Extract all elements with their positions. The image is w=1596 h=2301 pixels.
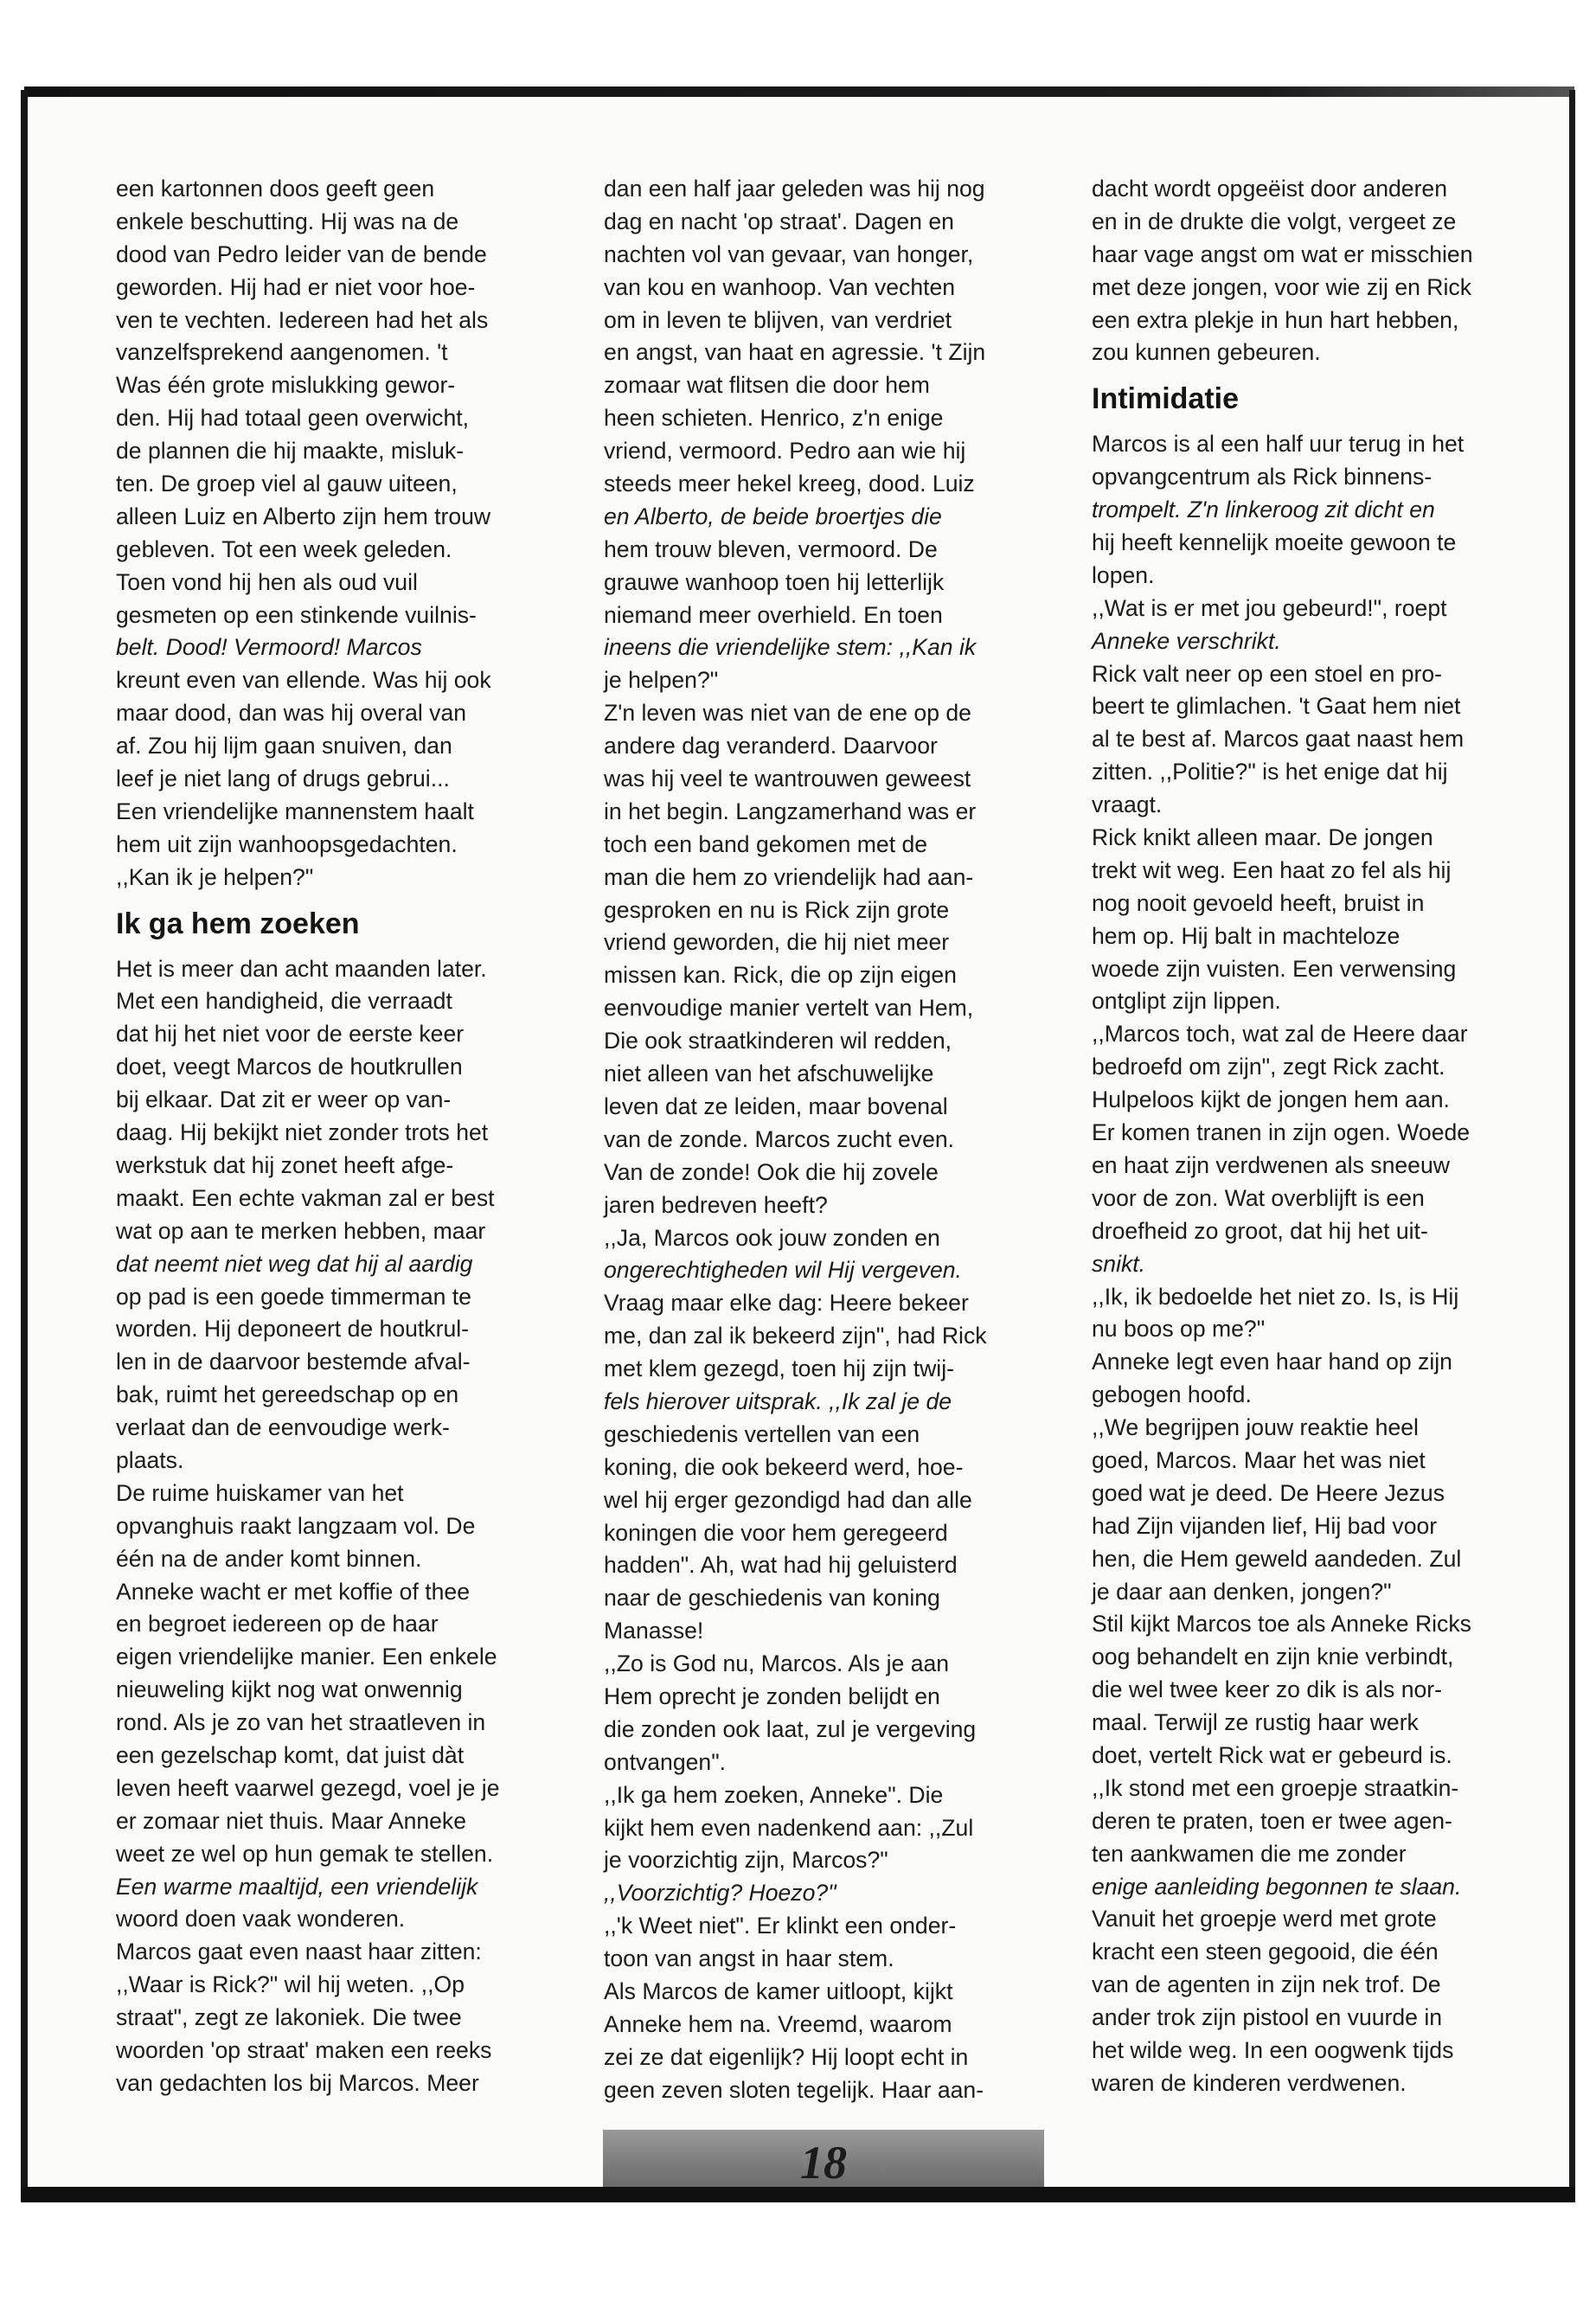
text-line: opvanghuis raakt langzaam vol. De (116, 1512, 476, 1539)
text-line: ,,Waar is Rick?" wil hij weten. ,,Op (116, 1971, 465, 1998)
text-line: de plannen die hij maakte, misluk- (116, 438, 465, 465)
text-line: zei ze dat eigenlijk? Hij loopt echt in (604, 2043, 969, 2070)
text-line: en begroet iedereen op de haar (116, 1611, 439, 1638)
text-line: van kou en wanhoop. Van vechten (604, 273, 956, 300)
section-heading: Intimidatie (1092, 382, 1240, 416)
text-line: op pad is een goede timmerman te (116, 1283, 471, 1310)
text-line: geworden. Hij had er niet voor hoe- (116, 273, 476, 300)
text-line: Rick knikt alleen maar. De jongen (1092, 824, 1433, 851)
text-line: toch een band gekomen met de (604, 830, 928, 857)
text-line: bedroefd om zijn", zegt Rick zacht. (1092, 1054, 1445, 1080)
text-line: kreunt even van ellende. Was hij ook (116, 667, 491, 694)
text-line: en haat zijn verdwenen als sneeuw (1092, 1151, 1450, 1178)
text-line: Anneke wacht er met koffie of thee (116, 1578, 470, 1605)
text-line: woede zijn vuisten. Een verwensing (1092, 955, 1457, 982)
text-line: een extra plekje in hun hart hebben, (1092, 306, 1459, 333)
text-line: Anneke hem na. Vreemd, waarom (604, 2010, 952, 2037)
text-line: het wilde weg. In een oogwenk tijds (1092, 2036, 1454, 2063)
text-line: Als Marcos de kamer uitloopt, kijkt (604, 1977, 953, 2004)
text-line: naar de geschiedenis van koning (604, 1585, 940, 1612)
text-line: dat hij het niet voor de eerste keer (116, 1021, 465, 1048)
text-line: koningen die voor hem geregeerd (604, 1519, 948, 1546)
text-line: haar vage angst om wat er misschien (1092, 240, 1473, 267)
text-line: woorden 'op straat' maken een reeks (116, 2036, 492, 2063)
text-line: koning, die ook bekeerd werd, hoe- (604, 1453, 964, 1480)
text-line: Het is meer dan acht maanden later. (116, 955, 487, 982)
text-line: Was één grote mislukking gewor- (116, 372, 456, 399)
text-line: deren te praten, toen er twee agen- (1092, 1807, 1452, 1834)
text-line: Die ook straatkinderen wil redden, (604, 1028, 952, 1054)
text-line: hem uit zijn wanhoopsgedachten. (116, 830, 458, 857)
text-line: ,,Zo is God nu, Marcos. Als je aan (604, 1650, 950, 1677)
text-line: vraagt. (1092, 792, 1163, 818)
text-line: Vanuit het groepje werd met grote (1092, 1906, 1437, 1932)
text-line: oog behandelt en zijn knie verbindt, (1092, 1644, 1454, 1670)
text-line: woord doen vaak wonderen. (116, 1906, 406, 1932)
text-line: vriend geworden, die hij niet meer (604, 929, 950, 956)
text-line: toon van angst in haar stem. (604, 1945, 894, 1972)
text-line: zitten. ,,Politie?" is het enige dat hij (1092, 759, 1448, 785)
page-border-bottom (21, 2187, 1575, 2202)
text-line: daag. Hij bekijkt niet zonder trots het (116, 1119, 489, 1146)
text-line: dag en nacht 'op straat'. Dagen en (604, 208, 954, 234)
text-line: steeds meer hekel kreeg, dood. Luiz (604, 471, 975, 497)
text-line: ander trok zijn pistool en vuurde in (1092, 2004, 1443, 2031)
text-line: Met een handigheid, die verraadt (116, 988, 452, 1015)
text-line: vanzelfsprekend aangenomen. 't (116, 339, 448, 366)
text-line: ,,We begrijpen jouw reaktie heel (1092, 1414, 1419, 1441)
text-line: doet, vertelt Rick wat er gebeurd is. (1092, 1741, 1452, 1768)
text-line: Rick valt neer op een stoel en pro- (1092, 660, 1443, 687)
text-line: wel hij erger gezondigd had dan alle (604, 1486, 972, 1513)
text-line: bak, ruimt het gereedschap op en (116, 1381, 459, 1408)
text-line: Marcos gaat even naast haar zitten: (116, 1939, 482, 1965)
text-line: en Alberto, de beide broertjes die (604, 503, 942, 529)
text-line: kijkt hem even nadenkend aan: ,,Zul (604, 1814, 974, 1841)
text-line: nieuweling kijkt nog wat onwennig (116, 1676, 463, 1703)
text-line: hem trouw bleven, vermoord. De (604, 535, 938, 562)
text-line: Toen vond hij hen als oud vuil (116, 568, 418, 595)
text-line: werkstuk dat hij zonet heeft afge- (116, 1151, 454, 1178)
text-line: geen zeven sloten tegelijk. Haar aan- (604, 2076, 984, 2103)
text-line: droefheid zo groot, dat hij het uit- (1092, 1217, 1428, 1244)
text-line: verlaat dan de eenvoudige werk- (116, 1414, 450, 1441)
text-line: je voorzichtig zijn, Marcos?" (604, 1847, 888, 1874)
text-line: geschiedenis vertellen van een (604, 1420, 920, 1447)
text-line: maar dood, dan was hij overal van (116, 700, 467, 727)
text-line: Een vriendelijke mannenstem haalt (116, 798, 474, 824)
text-line: hadden". Ah, wat had hij geluisterd (604, 1552, 958, 1579)
text-line: gesmeten op een stinkende vuilnis- (116, 601, 477, 628)
text-line: leven dat ze leiden, maar bovenal (604, 1093, 948, 1119)
text-line: lopen. (1092, 561, 1155, 588)
text-line: je daar aan denken, jongen?" (1092, 1578, 1392, 1605)
text-line: die wel twee keer zo dik is als nor- (1092, 1676, 1442, 1703)
text-line: bij elkaar. Dat zit er weer op van- (116, 1086, 452, 1113)
text-line: was hij veel te wantrouwen geweest (604, 766, 971, 792)
text-line: zomaar wat flitsen die door hem (604, 372, 930, 399)
text-line: met klem gezegd, toen hij zijn twij- (604, 1356, 954, 1382)
text-line: dan een half jaar geleden was hij nog (604, 176, 985, 202)
text-line: Hem oprecht je zonden belijdt en (604, 1682, 940, 1709)
text-line: Vraag maar elke dag: Heere bekeer (604, 1290, 969, 1317)
text-line: Anneke verschrikt. (1092, 627, 1281, 654)
text-line: enkele beschutting. Hij was na de (116, 208, 459, 234)
text-line: ontglipt zijn lippen. (1092, 988, 1281, 1015)
text-line: grauwe wanhoop toen hij letterlijk (604, 568, 945, 595)
text-line: wat op aan te merken hebben, maar (116, 1217, 486, 1244)
text-line: Hulpeloos kijkt de jongen hem aan. (1092, 1086, 1450, 1113)
text-line: doet, veegt Marcos de houtkrullen (116, 1054, 463, 1080)
text-line: straat", zegt ze lakoniek. Die twee (116, 2004, 462, 2031)
text-line: gesproken en nu is Rick zijn grote (604, 896, 950, 923)
text-line: vriend, vermoord. Pedro aan wie hij (604, 438, 966, 465)
text-line: ten aankwamen die me zonder (1092, 1840, 1407, 1867)
text-line: Manasse! (604, 1618, 704, 1644)
text-line: kracht een steen gegooid, die één (1092, 1939, 1439, 1965)
text-line: ,,Marcos toch, wat zal de Heere daar (1092, 1021, 1468, 1048)
text-line: van de agenten in zijn nek trof. De (1092, 1971, 1441, 1998)
text-line: die zonden ook laat, zul je vergeving (604, 1715, 977, 1742)
text-line: gebogen hoofd. (1092, 1381, 1252, 1408)
text-line: goed wat je deed. De Heere Jezus (1092, 1479, 1445, 1506)
text-line: al te best af. Marcos gaat naast hem (1092, 726, 1465, 753)
text-line: andere dag veranderd. Daarvoor (604, 733, 938, 760)
text-line: Anneke legt even haar hand op zijn (1092, 1349, 1452, 1375)
text-line: leven heeft vaarwel gezegd, voel je je (116, 1774, 500, 1801)
text-line: den. Hij had totaal geen overwicht, (116, 405, 470, 432)
text-line: dood van Pedro leider van de bende (116, 240, 487, 267)
text-line: hem op. Hij balt in machteloze (1092, 922, 1401, 949)
page-border-top (24, 87, 1574, 97)
text-line: Er komen tranen in zijn ogen. Woede (1092, 1119, 1471, 1146)
text-line: niet alleen van het afschuwelijke (604, 1061, 934, 1087)
text-line: om in leven te blijven, van verdriet (604, 306, 952, 333)
text-line: er zomaar niet thuis. Maar Anneke (116, 1807, 467, 1834)
text-line: nu boos op me?" (1092, 1316, 1266, 1343)
section-heading: Ik ga hem zoeken (116, 907, 360, 940)
text-line: je helpen?" (604, 667, 719, 694)
text-line: Van de zonde! Ook die hij zovele (604, 1158, 939, 1185)
text-line: ,,Ik stond met een groepje straatkin- (1092, 1774, 1459, 1801)
text-line: fels hierover uitsprak. ,,Ik zal je de (604, 1388, 952, 1414)
text-line: met deze jongen, voor wie zij en Rick (1092, 273, 1472, 300)
page-number-box (603, 2130, 1044, 2187)
text-line: belt. Dood! Vermoord! Marcos (116, 634, 422, 661)
text-line: maakt. Een echte vakman zal er best (116, 1184, 495, 1211)
text-column-1 (116, 173, 566, 2100)
text-line: en angst, van haat en agressie. 't Zijn (604, 339, 986, 366)
text-line: trekt wit weg. Een haat zo fel als hij (1092, 856, 1452, 883)
text-column-3 (1092, 173, 1533, 2100)
text-line: Een warme maaltijd, een vriendelijk (116, 1873, 478, 1900)
text-line: en in de drukte die volgt, vergeet ze (1092, 208, 1457, 234)
text-line: ongerechtigheden wil Hij vergeven. (604, 1257, 962, 1284)
text-line: trompelt. Z'n linkeroog zit dicht en (1092, 497, 1435, 523)
text-line: een kartonnen doos geeft geen (116, 176, 435, 202)
text-line: ,,Kan ik je helpen?" (116, 863, 314, 890)
text-line: nog nooit gevoeld heeft, bruist in (1092, 889, 1425, 916)
text-line: ,,Wat is er met jou gebeurd!", roept (1092, 594, 1447, 621)
text-line: ,,Ik ga hem zoeken, Anneke". Die (604, 1781, 944, 1808)
text-line: hen, die Hem geweld aandeden. Zul (1092, 1545, 1462, 1572)
text-line: hij heeft kennelijk moeite gewoon te (1092, 529, 1457, 556)
page-number: 18 (800, 2137, 847, 2189)
text-line: rond. Als je zo van het straatleven in (116, 1709, 486, 1736)
text-line: enige aanleiding begonnen te slaan. (1092, 1873, 1462, 1900)
text-line: een gezelschap komt, dat juist dàt (116, 1741, 465, 1768)
text-line: plaats. (116, 1446, 184, 1473)
text-line: ontvangen". (604, 1748, 727, 1775)
text-line: niemand meer overhield. En toen (604, 601, 943, 628)
text-line: dat neemt niet weg dat hij al aardig (116, 1250, 473, 1277)
text-line: worden. Hij deponeert de houtkrul- (116, 1316, 470, 1343)
text-line: beert te glimlachen. 't Gaat hem niet (1092, 693, 1461, 720)
text-line: dacht wordt opgeëist door anderen (1092, 176, 1448, 202)
text-line: ven te vechten. Iedereen had het als (116, 306, 489, 333)
text-line: Z'n leven was niet van de ene op de (604, 700, 971, 727)
text-line: len in de daarvoor bestemde afval- (116, 1349, 471, 1375)
page-border-left (21, 90, 28, 2192)
text-line: maal. Terwijl ze rustig haar werk (1092, 1709, 1419, 1736)
text-line: van de zonde. Marcos zucht even. (604, 1125, 955, 1152)
text-line: eigen vriendelijke manier. Een enkele (116, 1644, 497, 1670)
text-line: opvangcentrum als Rick binnens- (1092, 464, 1433, 490)
text-line: goed, Marcos. Maar het was niet (1092, 1446, 1426, 1473)
text-line: ten. De groep viel al gauw uiteen, (116, 471, 458, 497)
text-line: heen schieten. Henrico, z'n enige (604, 405, 944, 432)
text-column-2 (604, 173, 1062, 2107)
text-line: van gedachten los bij Marcos. Meer (116, 2069, 479, 2096)
text-line: Stil kijkt Marcos toe als Anneke Ricks (1092, 1611, 1471, 1638)
text-line: De ruime huiskamer van het (116, 1479, 404, 1506)
text-line: ,,Ja, Marcos ook jouw zonden en (604, 1224, 940, 1251)
text-line: zou kunnen gebeuren. (1092, 339, 1321, 366)
text-line: man die hem zo vriendelijk had aan- (604, 863, 974, 890)
page-border-right (1569, 90, 1575, 2192)
text-line: af. Zou hij lijm gaan snuiven, dan (116, 733, 452, 760)
text-line: voor de zon. Wat overblijft is een (1092, 1184, 1425, 1211)
text-line: ,,Voorzichtig? Hoezo?" (604, 1880, 836, 1907)
text-line: alleen Luiz en Alberto zijn hem trouw (116, 503, 491, 529)
text-line: snikt. (1092, 1250, 1146, 1277)
text-line: waren de kinderen verdwenen. (1092, 2069, 1407, 2096)
text-line: jaren bedreven heeft? (604, 1191, 828, 1218)
text-line: had Zijn vijanden lief, Hij bad voor (1092, 1512, 1438, 1539)
text-line: nachten vol van gevaar, van honger, (604, 240, 974, 267)
text-line: ineens die vriendelijke stem: ,,Kan ik (604, 634, 977, 661)
text-line: eenvoudige manier vertelt van Hem, (604, 995, 974, 1022)
text-line: weet ze wel op hun gemak te stellen. (116, 1840, 494, 1867)
text-line: in het begin. Langzamerhand was er (604, 798, 977, 824)
text-line: Marcos is al een half uur terug in het (1092, 431, 1465, 458)
text-line: één na de ander komt binnen. (116, 1545, 422, 1572)
text-line: ,,'k Weet niet". Er klinkt een onder- (604, 1913, 957, 1939)
text-line: ,,Ik, ik bedoelde het niet zo. Is, is Hij (1092, 1283, 1459, 1310)
text-line: gebleven. Tot een week geleden. (116, 535, 452, 562)
text-line: me, dan zal ik bekeerd zijn", had Rick (604, 1323, 987, 1349)
text-line: leef je niet lang of drugs gebrui... (116, 766, 450, 792)
text-line: missen kan. Rick, die op zijn eigen (604, 962, 957, 989)
